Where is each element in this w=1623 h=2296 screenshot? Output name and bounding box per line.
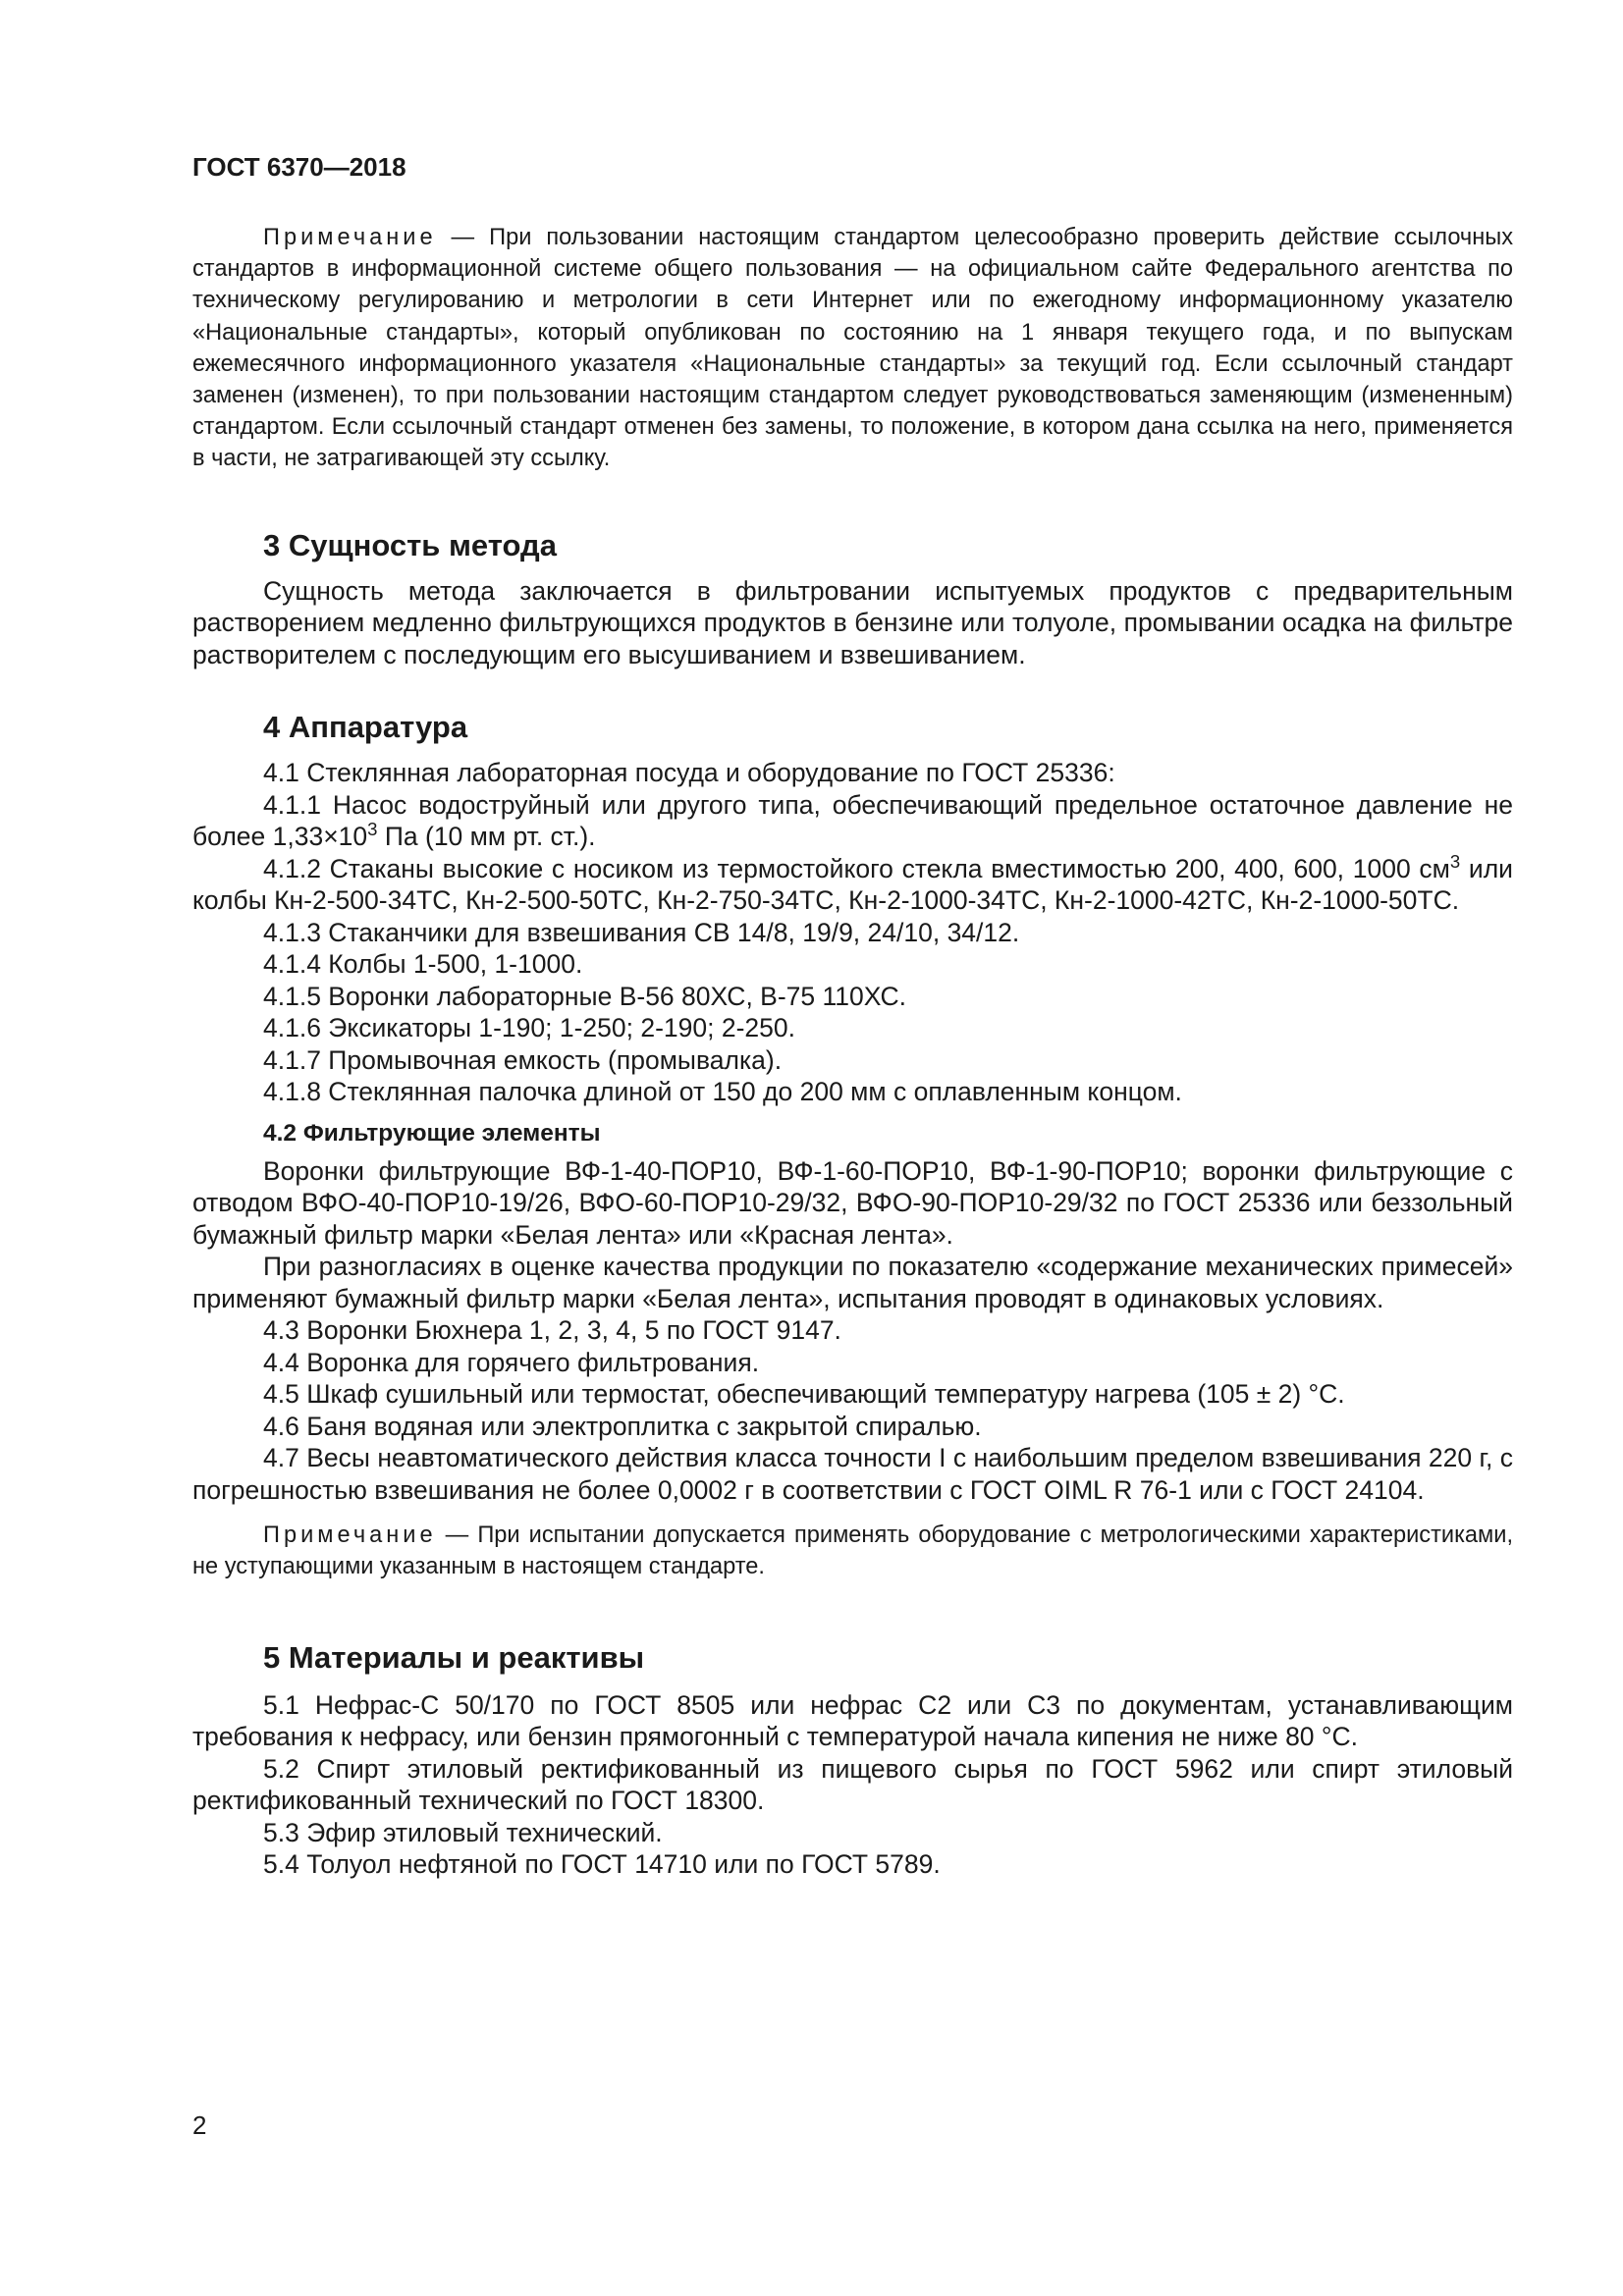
para-4-1-4: 4.1.4 Колбы 1-500, 1-1000. xyxy=(263,949,583,980)
para-4-1-8: 4.1.8 Стеклянная палочка длиной от 150 до 200 мм с оплавленным концом. xyxy=(263,1077,1182,1107)
section-3-title: 3 Сущность метода xyxy=(263,527,557,562)
para-4-6: 4.6 Баня водяная или электроплитка с закрытой спиралью. xyxy=(263,1411,982,1441)
para-4-2-a: Воронки фильтрующие ВФ-1-40-ПОР10, ВФ-1-60-ПОР10, ВФ-1-90-ПОР10; воронки фильтрующие с отводом ВФО-40-ПОР10-19/26, ВФО-60-ПОР10-29/32, ВФО-90-ПОР10-29/32 по ГОСТ 25336 или беззольный бумажный фильтр марки «Белая лента» или «Красная лента». xyxy=(192,1155,1513,1250)
para-4-1-2 xyxy=(192,850,1513,917)
note-label: Примечание xyxy=(263,1522,437,1549)
para-4-1-3: 4.1.3 Стаканчики для взвешивания СВ 14/8, 19/9, 24/10, 34/12. xyxy=(263,917,1020,947)
para-4-3: 4.3 Воронки Бюхнера 1, 2, 3, 4, 5 по ГОСТ 9147. xyxy=(263,1315,841,1346)
section-5-title: 5 Материалы и реактивы xyxy=(263,1639,645,1675)
para-5-1: 5.1 Нефрас-С 50/170 по ГОСТ 8505 или нефрас С2 или С3 по документам, устанавливающим требования к нефрасу, или бензин прямогонный с температурой начала кипения не ниже 80 °С. xyxy=(192,1689,1513,1752)
para-4-1-7: 4.1.7 Промывочная емкость (промывалка). xyxy=(263,1044,783,1075)
page-content xyxy=(192,222,1513,1881)
para-4-1-2-text: 4.1.2 Стаканы высокие с носиком из термостойкого стекла вместимостью 200, 400, 600, 1000 см xyxy=(263,853,1450,883)
para-4-4: 4.4 Воронка для горячего фильтрования. xyxy=(263,1347,760,1377)
para-4-5: 4.5 Шкаф сушильный или термостат, обеспечивающий температуру нагрева (105 ± 2) °С. xyxy=(263,1379,1345,1410)
document-header: ГОСТ 6370—2018 xyxy=(192,152,406,182)
note-references xyxy=(192,222,1513,475)
para-5-4: 5.4 Толуол нефтяной по ГОСТ 14710 или по ГОСТ 5789. xyxy=(263,1849,941,1880)
para-4-1-2-tail: или колбы Кн-2-500-34ТС, Кн-2-500-50ТС, Кн-2-750-34ТС, Кн-2-1000-34ТС, Кн-2-1000-42ТС, Кн-2-1000-50ТС. xyxy=(192,853,1513,916)
para-4-1-1-text: 4.1.1 Насос водоструйный или другого типа, обеспечивающий предельное остаточное давление не более 1,33×10 xyxy=(192,789,1513,852)
section-4-title: 4 Аппаратура xyxy=(263,710,468,745)
para-5-2: 5.2 Спирт этиловый ректификованный из пищевого сырья по ГОСТ 5962 или спирт этиловый ректификованный технический по ГОСТ 18300. xyxy=(192,1753,1513,1816)
para-4-1-1 xyxy=(192,789,1513,853)
superscript: 3 xyxy=(1449,850,1461,872)
para-4-7: 4.7 Весы неавтоматического действия класса точности I с наибольшим пределом взвешивания 220 г, с погрешностью взвешивания не более 0,0002 г в соответствии с ГОСТ OIML R 76-1 или с ГОСТ 24104. xyxy=(192,1443,1513,1505)
para-4-1-5: 4.1.5 Воронки лабораторные В-56 80ХС, В-75 110ХС. xyxy=(263,981,907,1011)
note-text: — При пользовании настоящим стандартом целесообразно проверить действие ссылочных стандартов в информационной системе общего пользования — на официальном сайте Федерального агентства по техническому регулированию и метрологии в сети Интернет или по ежегодному информационному указателю «Национальные стандарты», который опубликован по состоянию на 1 января текущего года, и по выпускам ежемесячного информационного указателя «Национальные стандарты» за текущий год. Если ссылочный стандарт заменен (изменен), то при пользовании настоящим стандартом следует руководствоваться заменяющим (измененным) стандартом. Если ссылочный стандарт отменен без замены, то положение, в котором дана ссылка на него, применяется в части, не затрагивающей эту ссылку. xyxy=(192,225,1513,472)
page-number: 2 xyxy=(192,2110,207,2140)
para-5-3: 5.3 Эфир этиловый технический. xyxy=(263,1817,663,1847)
section-3-text: Сущность метода заключается в фильтровании испытуемых продуктов с предварительным растворением медленно фильтрующихся продуктов в бензине или толуоле, промывании осадка на фильтре растворителем с последующим его высушиванием и взвешиванием. xyxy=(192,575,1513,669)
para-4-2-b: При разногласиях в оценке качества продукции по показателю «содержание механических примесей» применяют бумажный фильтр марки «Белая лента», испытания проводят в одинаковых условиях. xyxy=(192,1252,1513,1313)
para-4-1-1-tail: Па (10 мм рт. ст.). xyxy=(377,822,596,852)
subsection-4-2-title: 4.2 Фильтрующие элементы xyxy=(263,1119,601,1147)
superscript: 3 xyxy=(367,818,378,839)
para-4-1-6: 4.1.6 Эксикаторы 1-190; 1-250; 2-190; 2-250. xyxy=(263,1013,795,1043)
para-4-1: 4.1 Стеклянная лабораторная посуда и оборудование по ГОСТ 25336: xyxy=(263,758,1115,788)
note-equipment xyxy=(192,1520,1513,1582)
note-label: Примечание xyxy=(263,225,437,250)
note-text: — При испытании допускается применять оборудование с метрологическими характеристиками, не уступающими указанным в настоящем стандарте. xyxy=(192,1522,1513,1580)
